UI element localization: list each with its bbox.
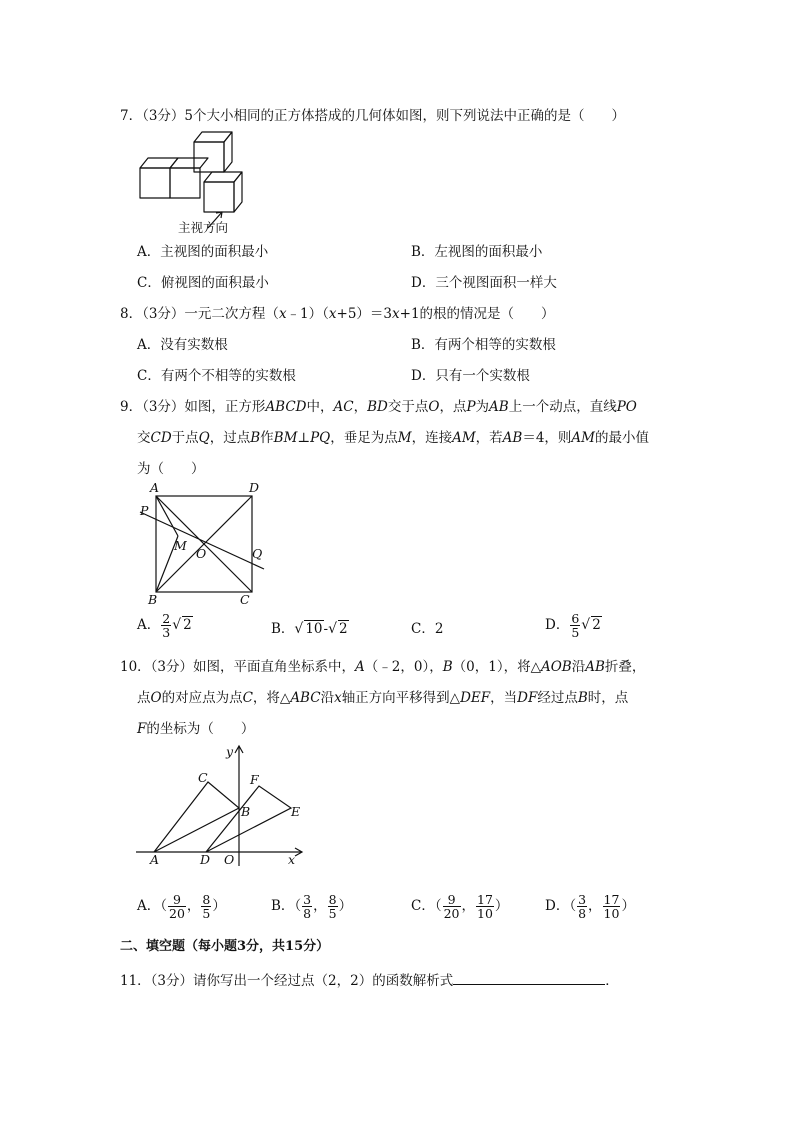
q10-label-b: B [241, 804, 251, 819]
q9-stem-line3: 为（ ） [137, 461, 205, 477]
q9-label-p: P [140, 503, 149, 518]
q10-label-a: A [150, 852, 160, 867]
q10-option-a[interactable]: A．（ $\frac{9}{20}$ ， $\frac{8}{5}$ ） [137, 892, 226, 922]
q7-cube-figure [136, 128, 248, 232]
q11-answer-blank[interactable] [453, 970, 605, 985]
q10-stem-line2: 点O的对应点为点C，将△ABC沿x轴正方向平移得到△DEF，当DF经过点B时，点 [137, 690, 629, 706]
q8-option-c[interactable]: C．有两个不相等的实数根 [137, 368, 296, 384]
q8-option-a[interactable]: A．没有实数根 [137, 337, 228, 353]
q10-option-c[interactable]: C．（ $\frac{9}{20}$ ， $\frac{17}{10}$ ） [411, 892, 509, 922]
q9-option-c[interactable]: C．2 [411, 621, 444, 637]
q9-label-m: M [174, 538, 187, 553]
q9-label-b: B [148, 592, 158, 607]
q10-label-e: E [291, 804, 301, 819]
q10-label-y: y [226, 744, 234, 759]
q9-label-o: O [196, 546, 207, 561]
q10-label-x: x [288, 852, 296, 867]
q10-label-d: D [200, 852, 211, 867]
q9-label-c: C [240, 592, 250, 607]
q10-stem-line1: 10．（3分）如图，平面直角坐标系中，A（﹣2，0），B（0，1），将△AOB沿AB折叠， [120, 659, 646, 675]
q8-option-b[interactable]: B．有两个相等的实数根 [411, 337, 556, 353]
q9-stem-line1: 9．（3分）如图，正方形ABCD中，AC，BD交于点O，点P为AB上一个动点，直线PO [120, 399, 637, 415]
q11-stem: 11．（3分）请你写出一个经过点（2，2）的函数解析式 ． [120, 969, 619, 989]
q7-option-b[interactable]: B．左视图的面积最小 [411, 244, 543, 260]
q9-label-a: A [150, 480, 160, 495]
q7-option-a[interactable]: A．主视图的面积最小 [137, 244, 269, 260]
q10-label-f: F [250, 772, 259, 787]
q8-option-d[interactable]: D．只有一个实数根 [411, 368, 530, 384]
section2-title: 二、填空题（每小题3分，共15分） [120, 939, 330, 954]
q7-fig-caption: 主视方向 [178, 220, 229, 235]
q10-label-c: C [198, 770, 208, 785]
q10-coordinate-figure [134, 742, 310, 868]
q7-stem: 7．（3分）5个大小相同的正方体搭成的几何体如图，则下列说法中正确的是（ ） [120, 108, 626, 124]
q7-option-d[interactable]: D．三个视图面积一样大 [411, 275, 557, 291]
q9-label-d: D [249, 480, 260, 495]
q10-option-b[interactable]: B．（ $\frac{3}{8}$ ， $\frac{8}{5}$ ） [271, 892, 353, 922]
q8-stem: 8．（3分）一元二次方程（x﹣1）（x+5）＝3x+1的根的情况是（ ） [120, 306, 555, 322]
q9-label-q: Q [252, 546, 263, 561]
q7-option-c[interactable]: C．俯视图的面积最小 [137, 275, 269, 291]
q9-option-d[interactable]: D． $\frac{6}{5}$ √ 2 [545, 611, 601, 641]
q10-stem-line3: F的坐标为（ ） [137, 721, 255, 737]
q9-option-a[interactable]: A． $\frac{2}{3}$ √ 2 [137, 611, 192, 641]
q9-option-b[interactable]: B．√ 10-√ 2 [271, 621, 348, 637]
q9-stem-line2: 交CD于点Q，过点B作BM⊥PQ，垂足为点M，连接AM，若AB＝4，则AM的最小值 [137, 430, 649, 446]
q10-option-d[interactable]: D．（ $\frac{3}{8}$ ， $\frac{17}{10}$ ） [545, 892, 635, 922]
q9-square-figure [134, 478, 274, 608]
q10-label-o: O [224, 852, 235, 867]
